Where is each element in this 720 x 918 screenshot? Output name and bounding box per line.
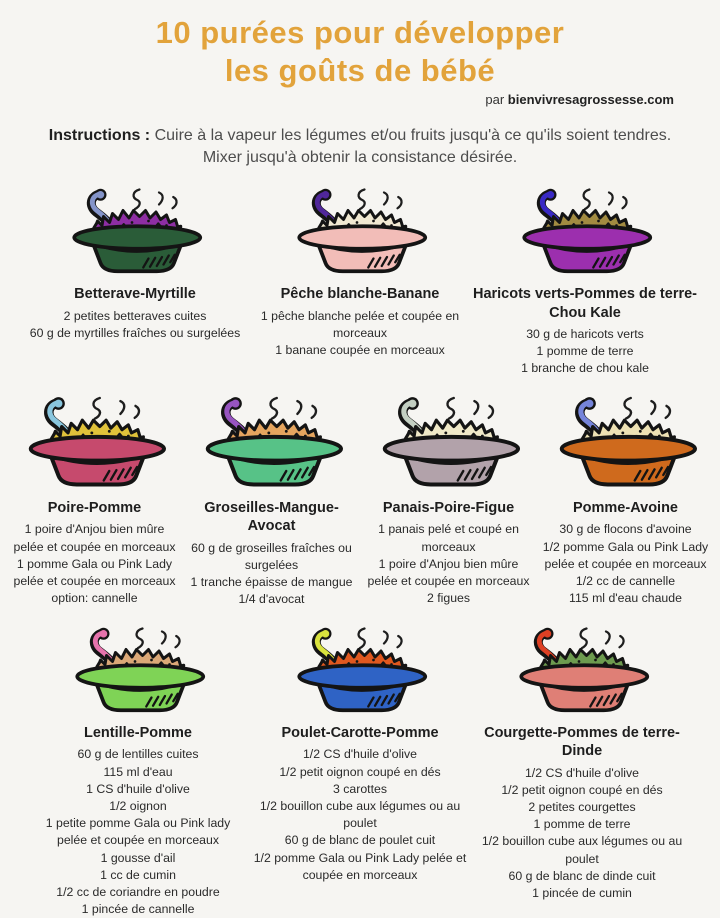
ingredient: 60 g de blanc de dinde cuit [508,868,656,883]
ingredient: 30 g de flocons d'avoine [559,522,692,537]
recipe-name: Pomme-Avoine [572,500,678,517]
ingredient: 1 poire d'Anjou bien mûre pelée et coupée en morceaux [367,556,530,588]
ingredient: 2 petites betteraves cuites [63,308,207,323]
steam-icon [581,629,624,649]
ingredient: 1/2 pomme Gala ou Pink Lady pelée et coupée en morceaux [253,850,467,882]
recipe-name: Lentille-Pomme [84,725,192,742]
recipe-name: Poulet-Carotte-Pomme [281,725,439,742]
ingredient: 60 g de myrtilles fraîches ou surgelées [29,325,241,340]
bowl-rim [561,437,694,461]
bowl-illustration [66,183,204,283]
ingredient: 1/2 cc de coriandre en poudre [56,885,220,900]
recipe-card [473,183,698,377]
bowl-illustration [69,622,207,722]
recipe-name: Groseilles-Mangue-Avocat [204,500,339,535]
bowl-illustration [516,183,654,283]
ingredient: 1 pêche blanche pelée et coupée en morceaux [260,308,460,340]
steam-icon [270,398,316,419]
page-title-line1: 10 purées pour développer [155,15,565,50]
ingredient: 1 cc de cumin [100,867,176,882]
instructions [42,125,678,170]
ingredient: 1/4 d'avocat [238,592,305,607]
ingredient: 1 panais pelé et coupé en morceaux [378,522,519,554]
bowl-illustration [376,391,522,497]
ingredient-list [537,521,714,607]
bowl-illustration [553,391,699,497]
recipe-name: Courgette-Pommes de terre-Dinde [484,725,680,760]
bowl-illustration [291,183,429,283]
steam-icon [359,629,402,649]
ingredient: 1/2 cc de cannelle [575,574,676,588]
ingredient: 1 pincée de cumin [532,886,632,900]
ingredient: option: cannelle [51,591,138,606]
ingredient: 1/2 oignon [109,799,167,814]
poster [0,14,720,917]
bowl-rim [207,437,340,461]
steam-icon [359,190,402,210]
steam-icon [137,629,180,649]
recipe-card [360,391,537,607]
recipe-card [6,391,183,607]
ingredient: 1/2 CS d'huile d'olive [302,747,418,762]
ingredient: 1 pomme de terre [536,343,634,358]
recipe-name: Poire-Pomme [47,500,142,517]
ingredient: 30 g de haricots verts [526,326,644,341]
byline-site: bienvivresagrossesse.com [507,91,674,107]
recipe-grid [0,183,720,918]
ingredient-list [6,521,183,607]
bowl-rim [299,666,425,689]
ingredient: 1/2 pomme Gala ou Pink Lady pelée et coupée en morceaux [542,539,709,571]
recipe-card [23,183,248,342]
ingredient: 115 ml d'eau [103,764,173,779]
bowl-illustration [199,391,345,497]
ingredient: 1/2 petit oignon coupé en dés [501,782,663,797]
ingredient: 1 gousse d'ail [100,850,176,865]
ingredient: 60 g de blanc de poulet cuit [284,833,436,848]
bowl-rim [384,437,517,461]
steam-icon [584,190,627,210]
ingredient: 1 CS d'huile d'olive [86,781,190,796]
steam-icon [624,398,670,419]
ingredient: 1/2 bouillon cube aux légumes ou au poulet [481,834,683,866]
ingredient: 1 tranche épaisse de mangue [190,574,353,589]
steam-icon [447,398,493,419]
ingredient: 115 ml d'eau chaude [569,591,682,606]
ingredient-list [248,308,473,360]
steam-icon [93,398,139,419]
page-title-line2: les goûts de bébé [224,52,496,88]
byline [46,92,674,107]
recipe-card [248,183,473,359]
bowl-rim [524,227,650,250]
recipe-card [183,391,360,608]
recipe-row-1 [0,183,720,377]
ingredient-list [360,521,537,607]
ingredient: 1 pomme Gala ou Pink Lady pelée et coupée en morceaux [13,556,176,588]
recipe-name: Betterave-Myrtille [74,286,196,303]
ingredient: 1/2 CS d'huile d'olive [524,765,640,780]
ingredient: 1 petite pomme Gala ou Pink lady pelée et coupée en morceaux [45,816,231,848]
ingredient-list [26,308,245,342]
instructions-label: Instructions : [48,126,151,144]
ingredient: 2 petites courgettes [528,799,636,814]
ingredient-list [249,746,471,884]
ingredient-list [27,746,249,918]
bowl-illustration [22,391,168,497]
ingredient-list [517,326,653,378]
ingredient: 1/2 bouillon cube aux légumes ou au poulet [259,799,461,831]
ingredient: 2 figues [426,591,471,606]
ingredient: 1 pincée de cannelle [81,902,195,917]
recipe-name: Panais-Poire-Figue [382,500,515,517]
page-title [0,14,720,90]
bowl-illustration [291,622,429,722]
bowl-rim [74,227,200,250]
recipe-card [537,391,714,607]
ingredient: 3 carottes [333,781,387,796]
bowl-rim [30,437,163,461]
ingredient: 1/2 petit oignon coupé en dés [279,764,441,779]
recipe-name: Haricots verts-Pommes de terre-Chou Kale [472,286,698,321]
ingredient: 1 branche de chou kale [521,361,649,376]
ingredient-list [183,540,360,609]
recipe-row-3 [0,622,720,918]
steam-icon [134,190,177,210]
recipe-card [249,622,471,884]
recipe-card [471,622,693,902]
ingredient-list [471,765,693,903]
ingredient: 60 g de groseilles fraîches ou surgelées [191,540,352,572]
instructions-text: Cuire à la vapeur les légumes et/ou fruits jusqu'à ce qu'ils soient tendres. Mixer jusqu'à obtenir la consistance désirée. [150,126,672,167]
ingredient: 1 pomme de terre [533,817,631,832]
bowl-illustration [513,622,651,722]
recipe-name: Pêche blanche-Banane [280,286,440,303]
bowl-rim [299,227,425,250]
bowl-rim [521,666,647,689]
bowl-rim [77,666,203,689]
ingredient: 1 poire d'Anjou bien mûre pelée et coupée en morceaux [13,522,176,554]
recipe-card [27,622,249,918]
ingredient: 60 g de lentilles cuites [77,747,199,762]
byline-prefix: par [485,91,508,107]
recipe-row-2 [0,391,720,608]
ingredient: 1 banane coupée en morceaux [275,342,445,357]
